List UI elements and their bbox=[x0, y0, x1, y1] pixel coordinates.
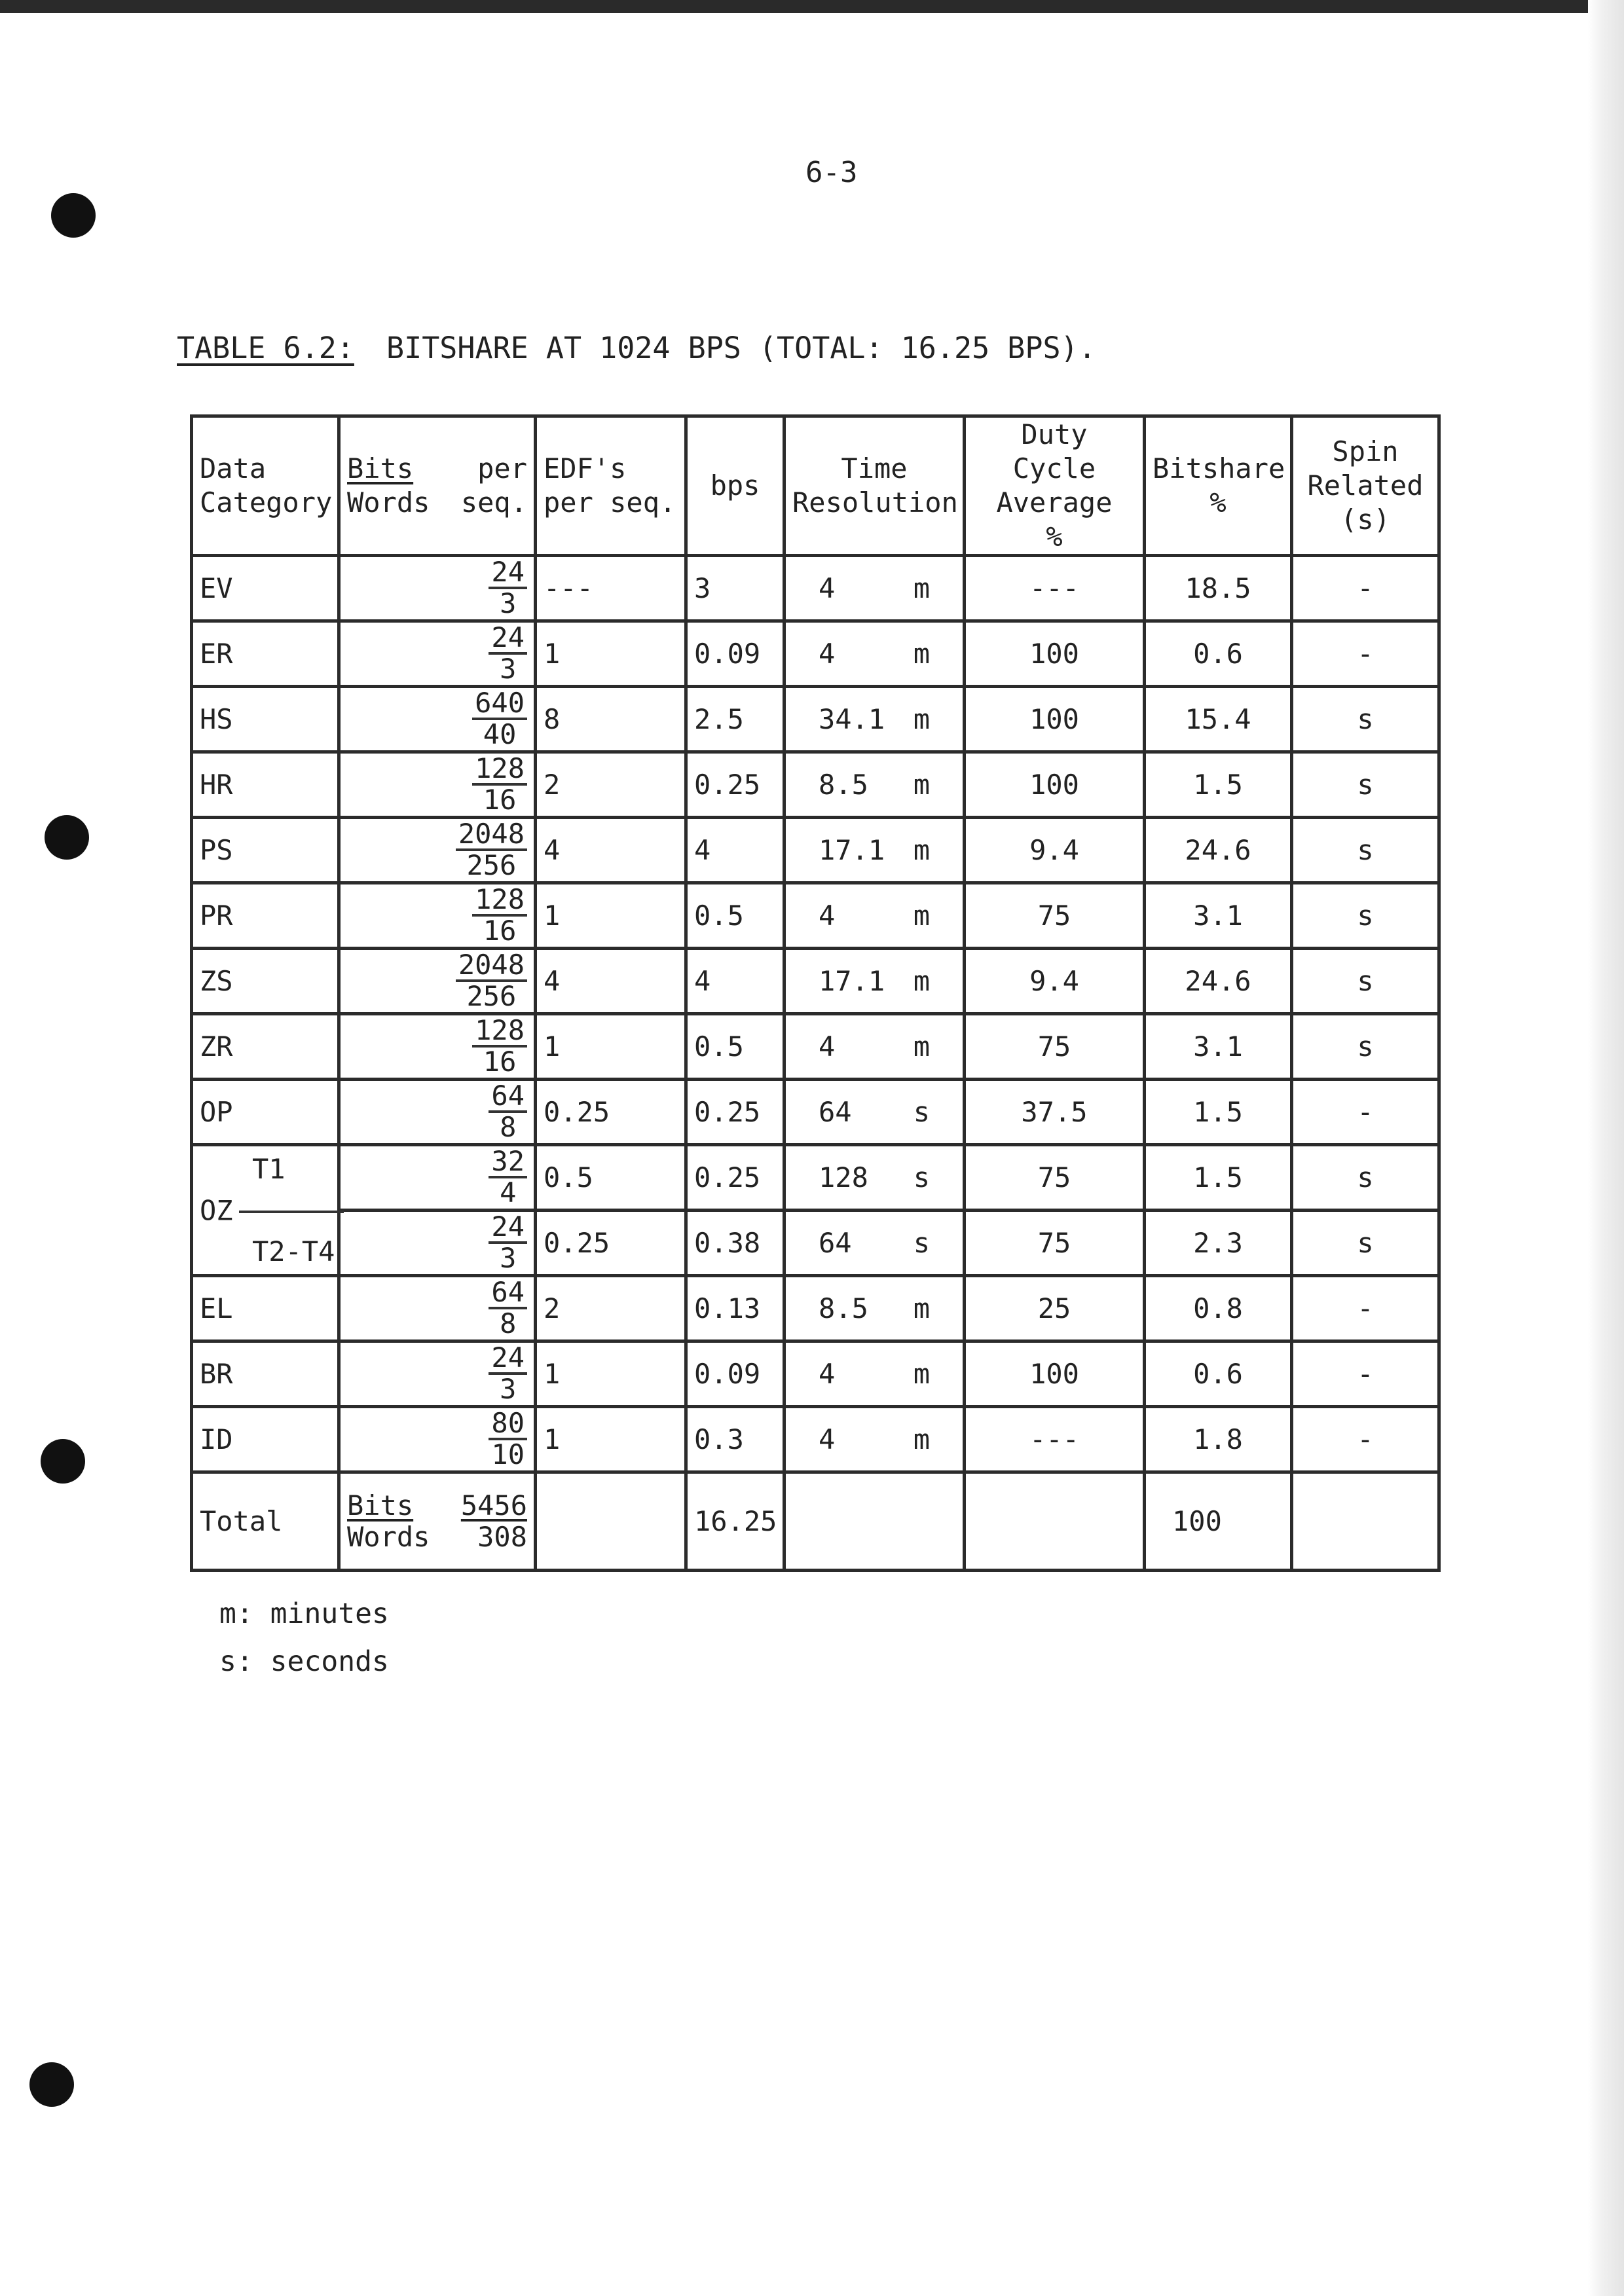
words-value: 40 bbox=[483, 718, 517, 750]
bits-value: 128 bbox=[472, 754, 527, 786]
edf-cell: --- bbox=[536, 556, 686, 621]
bits-words-cell bbox=[339, 1407, 536, 1472]
time-cell bbox=[784, 1145, 965, 1211]
bits-value: 64 bbox=[489, 1278, 527, 1309]
bps-cell: 0.25 bbox=[686, 1080, 784, 1145]
table-row bbox=[192, 556, 1439, 621]
table-row bbox=[192, 949, 1439, 1014]
bitshare-cell: 24.6 bbox=[1145, 949, 1292, 1014]
time-value: 4 bbox=[819, 572, 836, 604]
words-value: 3 bbox=[500, 1241, 517, 1274]
time-cell bbox=[784, 1407, 965, 1472]
time-unit: m bbox=[913, 834, 930, 866]
edf-cell: 1 bbox=[536, 883, 686, 949]
category-cell: PR bbox=[192, 883, 339, 949]
category-cell: BR bbox=[192, 1341, 339, 1407]
oz-category-cell bbox=[192, 1145, 339, 1276]
spin-related-cell: s bbox=[1292, 1014, 1439, 1080]
bits-value: 24 bbox=[489, 558, 527, 589]
spin-related-cell: s bbox=[1292, 1211, 1439, 1276]
time-unit: m bbox=[913, 572, 930, 604]
words-value: 16 bbox=[483, 914, 517, 947]
header-bps: bps bbox=[686, 416, 784, 556]
spin-related-cell: - bbox=[1292, 1276, 1439, 1341]
edf-cell: 1 bbox=[536, 1407, 686, 1472]
bits-words-cell bbox=[339, 556, 536, 621]
category-label: T1 bbox=[252, 1153, 286, 1185]
bitshare-cell: 24.6 bbox=[1145, 818, 1292, 883]
bits-value: 128 bbox=[472, 885, 527, 917]
bits-words-cell bbox=[339, 752, 536, 818]
duty-cycle-cell: 9.4 bbox=[965, 949, 1145, 1014]
bitshare-cell: 18.5 bbox=[1145, 556, 1292, 621]
bits-value: 24 bbox=[489, 1212, 527, 1244]
time-cell bbox=[784, 883, 965, 949]
duty-cycle-cell: --- bbox=[965, 556, 1145, 621]
header-spin-related: Spin Related (s) bbox=[1292, 416, 1439, 556]
words-value: 3 bbox=[500, 652, 517, 685]
time-value: 4 bbox=[819, 638, 836, 670]
bps-cell: 0.3 bbox=[686, 1407, 784, 1472]
spin-related-cell: s bbox=[1292, 1145, 1439, 1211]
time-value: 128 bbox=[819, 1161, 868, 1194]
header-bits-words: Bits per Words seq. bbox=[339, 416, 536, 556]
total-label: Total bbox=[192, 1472, 339, 1571]
time-cell bbox=[784, 1080, 965, 1145]
table-row bbox=[192, 1145, 1439, 1211]
bps-cell: 0.5 bbox=[686, 883, 784, 949]
bits-words-fraction bbox=[472, 754, 527, 814]
duty-cycle-cell: 100 bbox=[965, 1341, 1145, 1407]
bitshare-table bbox=[190, 414, 1441, 1572]
bitshare-cell: 1.8 bbox=[1145, 1407, 1292, 1472]
words-value: 16 bbox=[483, 1045, 517, 1078]
category-cell: PS bbox=[192, 818, 339, 883]
binder-hole-4 bbox=[29, 2062, 74, 2107]
words-value: 3 bbox=[500, 1372, 517, 1405]
total-row bbox=[192, 1472, 1439, 1571]
table-row bbox=[192, 687, 1439, 752]
category-cell: EL bbox=[192, 1276, 339, 1341]
total-edf bbox=[536, 1472, 686, 1571]
time-cell bbox=[784, 1276, 965, 1341]
edf-cell: 1 bbox=[536, 1014, 686, 1080]
time-unit: m bbox=[913, 1292, 930, 1324]
bps-cell: 3 bbox=[686, 556, 784, 621]
table-caption bbox=[177, 331, 1096, 365]
bits-words-cell bbox=[339, 1276, 536, 1341]
duty-cycle-cell: --- bbox=[965, 1407, 1145, 1472]
category-cell: HS bbox=[192, 687, 339, 752]
bitshare-cell: 0.6 bbox=[1145, 621, 1292, 687]
time-cell bbox=[784, 949, 965, 1014]
total-bps: 16.25 bbox=[686, 1472, 784, 1571]
time-value: 4 bbox=[819, 900, 836, 932]
category-label: T2-T4 bbox=[252, 1235, 335, 1267]
words-value: 3 bbox=[500, 587, 517, 619]
table-row bbox=[192, 1341, 1439, 1407]
duty-cycle-cell: 9.4 bbox=[965, 818, 1145, 883]
bits-words-fraction bbox=[489, 1144, 527, 1209]
words-value: 8 bbox=[500, 1110, 517, 1143]
caption-text: BITSHARE AT 1024 BPS (TOTAL: 16.25 BPS). bbox=[386, 331, 1096, 365]
bits-words-fraction bbox=[489, 1079, 527, 1143]
edf-cell: 0.25 bbox=[536, 1080, 686, 1145]
bits-words-fraction bbox=[489, 1406, 527, 1470]
bits-words-cell bbox=[339, 818, 536, 883]
spin-related-cell: s bbox=[1292, 949, 1439, 1014]
bps-cell: 0.38 bbox=[686, 1211, 784, 1276]
table-row bbox=[192, 1080, 1439, 1145]
duty-cycle-cell: 75 bbox=[965, 883, 1145, 949]
spin-related-cell: - bbox=[1292, 1407, 1439, 1472]
edf-cell: 0.5 bbox=[536, 1145, 686, 1211]
footnote-seconds: s: seconds bbox=[219, 1645, 389, 1678]
bps-cell: 0.25 bbox=[686, 1145, 784, 1211]
bits-words-cell bbox=[339, 687, 536, 752]
spin-related-cell: - bbox=[1292, 1341, 1439, 1407]
bitshare-cell: 1.5 bbox=[1145, 1080, 1292, 1145]
bps-cell: 0.13 bbox=[686, 1276, 784, 1341]
total-bitshare: 100 bbox=[1145, 1472, 1292, 1571]
bits-value: 64 bbox=[489, 1082, 527, 1113]
edf-cell: 2 bbox=[536, 752, 686, 818]
time-value: 8.5 bbox=[819, 769, 868, 801]
time-value: 17.1 bbox=[819, 834, 885, 866]
category-cell: OP bbox=[192, 1080, 339, 1145]
category-cell: ZR bbox=[192, 1014, 339, 1080]
caption-label: TABLE 6.2: bbox=[177, 331, 354, 365]
duty-cycle-cell: 100 bbox=[965, 621, 1145, 687]
table-body bbox=[192, 556, 1439, 1571]
time-value: 17.1 bbox=[819, 965, 885, 997]
bits-value: 24 bbox=[489, 623, 527, 655]
duty-cycle-cell: 37.5 bbox=[965, 1080, 1145, 1145]
duty-cycle-cell: 100 bbox=[965, 687, 1145, 752]
bits-words-cell bbox=[339, 1145, 536, 1211]
bps-cell: 4 bbox=[686, 949, 784, 1014]
bits-words-cell bbox=[339, 621, 536, 687]
time-unit: s bbox=[913, 1227, 930, 1259]
time-value: 34.1 bbox=[819, 703, 885, 735]
duty-cycle-cell: 100 bbox=[965, 752, 1145, 818]
bitshare-cell: 3.1 bbox=[1145, 1014, 1292, 1080]
footnote-minutes: m: minutes bbox=[219, 1597, 389, 1630]
bitshare-cell: 3.1 bbox=[1145, 883, 1292, 949]
bits-value: 2048 bbox=[456, 951, 527, 982]
time-unit: m bbox=[913, 965, 930, 997]
bits-words-fraction bbox=[472, 686, 527, 750]
edf-cell: 8 bbox=[536, 687, 686, 752]
total-time bbox=[784, 1472, 965, 1571]
header-duty-cycle: Duty Cycle Average % bbox=[965, 416, 1145, 556]
table-row bbox=[192, 752, 1439, 818]
words-value: 256 bbox=[466, 979, 517, 1012]
duty-cycle-cell: 75 bbox=[965, 1211, 1145, 1276]
table-row bbox=[192, 1407, 1439, 1472]
time-unit: s bbox=[913, 1096, 930, 1128]
edf-cell: 0.25 bbox=[536, 1211, 686, 1276]
page-right-edge bbox=[1588, 0, 1624, 2296]
bits-value: 2048 bbox=[456, 820, 527, 851]
bps-cell: 0.09 bbox=[686, 621, 784, 687]
category-cell: HR bbox=[192, 752, 339, 818]
bps-cell: 0.5 bbox=[686, 1014, 784, 1080]
bitshare-cell: 0.6 bbox=[1145, 1341, 1292, 1407]
bits-words-fraction bbox=[489, 555, 527, 619]
table-row bbox=[192, 621, 1439, 687]
bits-words-fraction bbox=[472, 1013, 527, 1078]
bits-words-fraction bbox=[489, 1275, 527, 1339]
spin-related-cell: - bbox=[1292, 556, 1439, 621]
bits-words-fraction bbox=[489, 1343, 527, 1404]
words-value: 16 bbox=[483, 783, 517, 816]
spin-related-cell: - bbox=[1292, 621, 1439, 687]
table-row bbox=[192, 1014, 1439, 1080]
page-number: 6-3 bbox=[805, 156, 858, 189]
header-time-resolution: Time Resolution bbox=[784, 416, 965, 556]
bps-cell: 0.09 bbox=[686, 1341, 784, 1407]
bits-value: 640 bbox=[472, 689, 527, 720]
bits-value: 80 bbox=[489, 1409, 527, 1440]
duty-cycle-cell: 75 bbox=[965, 1145, 1145, 1211]
bitshare-cell: 0.8 bbox=[1145, 1276, 1292, 1341]
time-cell bbox=[784, 1341, 965, 1407]
time-cell bbox=[784, 818, 965, 883]
bitshare-cell: 1.5 bbox=[1145, 752, 1292, 818]
words-value: 4 bbox=[500, 1176, 517, 1209]
time-value: 64 bbox=[819, 1096, 852, 1128]
spin-related-cell: s bbox=[1292, 883, 1439, 949]
binder-hole-1 bbox=[51, 193, 96, 238]
bitshare-cell: 15.4 bbox=[1145, 687, 1292, 752]
bitshare-cell: 1.5 bbox=[1145, 1145, 1292, 1211]
duty-cycle-cell: 75 bbox=[965, 1014, 1145, 1080]
time-unit: m bbox=[913, 769, 930, 801]
oz-divider bbox=[239, 1211, 344, 1213]
edf-cell: 1 bbox=[536, 1341, 686, 1407]
total-spin bbox=[1292, 1472, 1439, 1571]
bits-value: 128 bbox=[472, 1016, 527, 1048]
words-value: 256 bbox=[466, 848, 517, 881]
binder-hole-2 bbox=[45, 815, 89, 860]
time-unit: m bbox=[913, 1358, 930, 1390]
bits-words-fraction bbox=[489, 623, 527, 683]
header-bitshare: Bitshare % bbox=[1145, 416, 1292, 556]
time-unit: m bbox=[913, 1423, 930, 1455]
bits-value: 24 bbox=[489, 1343, 527, 1375]
time-unit: m bbox=[913, 900, 930, 932]
category-cell: ER bbox=[192, 621, 339, 687]
total-duty bbox=[965, 1472, 1145, 1571]
header-edfs: EDF's per seq. bbox=[536, 416, 686, 556]
words-value: 8 bbox=[500, 1307, 517, 1339]
words-value: 10 bbox=[491, 1438, 525, 1470]
bps-cell: 4 bbox=[686, 818, 784, 883]
page-top-edge bbox=[0, 0, 1624, 13]
header-row bbox=[192, 416, 1439, 556]
category-cell: ID bbox=[192, 1407, 339, 1472]
bits-words-cell bbox=[339, 1080, 536, 1145]
time-cell bbox=[784, 1211, 965, 1276]
spin-related-cell: - bbox=[1292, 1080, 1439, 1145]
bits-words-cell bbox=[339, 1341, 536, 1407]
bits-words-fraction bbox=[472, 885, 527, 945]
table-row bbox=[192, 883, 1439, 949]
bits-words-fraction bbox=[456, 948, 527, 1012]
time-unit: m bbox=[913, 1030, 930, 1063]
spin-related-cell: s bbox=[1292, 818, 1439, 883]
time-value: 64 bbox=[819, 1227, 852, 1259]
bits-words-fraction bbox=[489, 1212, 527, 1273]
edf-cell: 4 bbox=[536, 818, 686, 883]
time-value: 4 bbox=[819, 1030, 836, 1063]
bits-words-cell bbox=[339, 1211, 536, 1276]
bits-words-fraction bbox=[456, 817, 527, 881]
bits-value: 32 bbox=[489, 1147, 527, 1178]
category-cell: ZS bbox=[192, 949, 339, 1014]
duty-cycle-cell: 25 bbox=[965, 1276, 1145, 1341]
table-row bbox=[192, 1276, 1439, 1341]
table-row bbox=[192, 1211, 1439, 1276]
time-cell bbox=[784, 752, 965, 818]
bits-words-cell bbox=[339, 1014, 536, 1080]
time-unit: m bbox=[913, 703, 930, 735]
time-value: 8.5 bbox=[819, 1292, 868, 1324]
time-cell bbox=[784, 556, 965, 621]
time-unit: m bbox=[913, 638, 930, 670]
time-cell bbox=[784, 1014, 965, 1080]
time-cell bbox=[784, 687, 965, 752]
total-bits-words: Bits 5456 Words 308 bbox=[339, 1472, 536, 1571]
edf-cell: 2 bbox=[536, 1276, 686, 1341]
spin-related-cell: s bbox=[1292, 752, 1439, 818]
category-cell: EV bbox=[192, 556, 339, 621]
time-value: 4 bbox=[819, 1423, 836, 1455]
time-value: 4 bbox=[819, 1358, 836, 1390]
bits-words-cell bbox=[339, 949, 536, 1014]
edf-cell: 4 bbox=[536, 949, 686, 1014]
oz-group-label: OZ bbox=[200, 1194, 233, 1226]
bps-cell: 0.25 bbox=[686, 752, 784, 818]
bits-words-cell bbox=[339, 883, 536, 949]
table-row bbox=[192, 818, 1439, 883]
bps-cell: 2.5 bbox=[686, 687, 784, 752]
header-data-category: Data Category bbox=[192, 416, 339, 556]
time-cell bbox=[784, 621, 965, 687]
time-unit: s bbox=[913, 1161, 930, 1194]
binder-hole-3 bbox=[41, 1439, 85, 1484]
spin-related-cell: s bbox=[1292, 687, 1439, 752]
edf-cell: 1 bbox=[536, 621, 686, 687]
bitshare-cell: 2.3 bbox=[1145, 1211, 1292, 1276]
